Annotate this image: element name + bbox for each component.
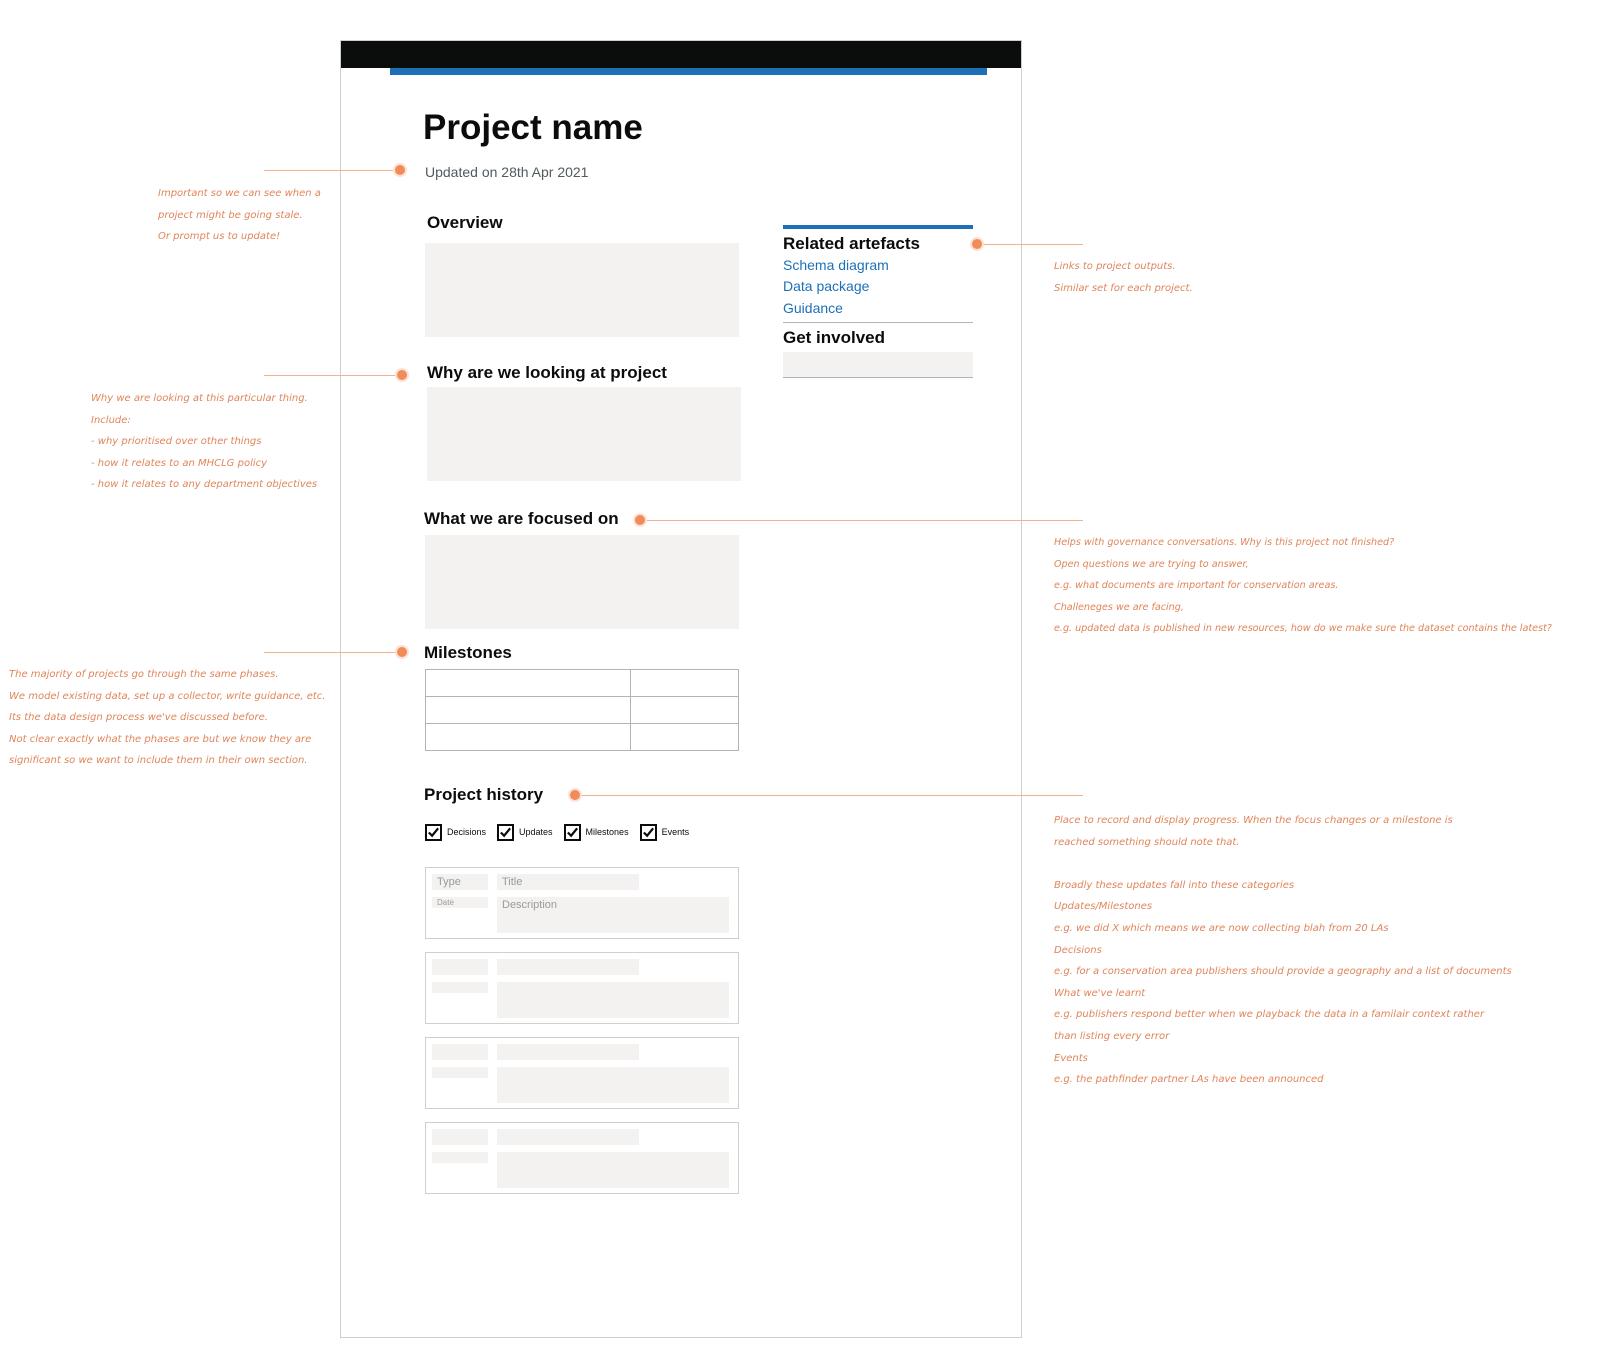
history-annotation — [1054, 810, 1512, 1091]
checkbox[interactable] — [640, 824, 657, 841]
note-line: Important so we can see when a — [158, 188, 321, 199]
note-line: e.g. updated data is published in new resources, how do we make sure the dataset contains the latest? — [1054, 623, 1552, 635]
note-line: reached something should note that. — [1054, 836, 1240, 848]
filter-events[interactable] — [640, 824, 690, 841]
note-line: What we've learnt — [1054, 987, 1146, 999]
note-line: Updates/Milestones — [1054, 901, 1153, 913]
milestones-heading: Milestones — [424, 643, 512, 662]
focus-placeholder — [425, 535, 739, 629]
note-line: e.g. we did X which means we are now collecting blah from 20 LAs — [1054, 922, 1389, 934]
checkbox[interactable] — [497, 824, 514, 841]
note-line: Decisions — [1054, 944, 1102, 956]
annotation-connector — [575, 795, 1083, 796]
type-placeholder — [432, 1044, 488, 1060]
site-header — [341, 41, 1021, 68]
get-involved-heading: Get involved — [783, 328, 886, 347]
annotation-marker — [635, 515, 645, 525]
type-placeholder — [432, 1129, 488, 1145]
title-placeholder — [497, 959, 639, 975]
table-row — [426, 724, 739, 751]
checkbox[interactable] — [425, 824, 442, 841]
note-line: Its the data design process we've discussed before. — [9, 712, 268, 724]
table-cell — [631, 670, 739, 697]
annotation-connector — [264, 652, 402, 653]
history-card[interactable] — [425, 952, 739, 1024]
history-filters — [425, 821, 700, 843]
note-line: significant so we want to include them in their own section. — [9, 755, 308, 767]
why-heading: Why are we looking at project — [427, 363, 667, 382]
filter-label: Updates — [519, 827, 553, 837]
table-cell — [631, 697, 739, 724]
date-placeholder — [432, 982, 488, 993]
title-placeholder: Title — [497, 874, 639, 890]
annotation-connector — [640, 520, 1083, 521]
note-line: Or prompt us to update! — [158, 231, 281, 243]
why-placeholder — [427, 387, 741, 481]
overview-heading: Overview — [427, 213, 503, 232]
title-placeholder — [497, 1044, 639, 1060]
divider — [783, 377, 973, 378]
description-placeholder: Description — [497, 897, 729, 933]
description-placeholder — [497, 982, 729, 1018]
table-row — [426, 697, 739, 724]
note-line: - why prioritised over other things — [91, 436, 262, 448]
note-line: e.g. for a conservation area publishers should provide a geography and a list of documents — [1054, 966, 1512, 978]
note-line: Why we are looking at this particular thing. — [91, 393, 308, 404]
note-line: Place to record and display progress. When the focus changes or a milestone is — [1054, 815, 1453, 826]
note-line: than listing every error — [1054, 1030, 1170, 1042]
history-card[interactable] — [425, 867, 739, 939]
history-heading: Project history — [424, 785, 544, 804]
annotation-connector — [264, 375, 402, 376]
annotation-marker — [397, 647, 407, 657]
milestones-annotation — [9, 664, 325, 772]
table-cell — [631, 724, 739, 751]
title-placeholder — [497, 1129, 639, 1145]
overview-placeholder — [425, 243, 739, 337]
filter-label: Events — [661, 827, 690, 837]
annotation-marker — [397, 370, 407, 380]
note-line: - how it relates to an MHCLG policy — [91, 457, 268, 469]
annotation-marker — [395, 165, 405, 175]
description-placeholder — [497, 1067, 729, 1103]
page-title: Project name — [423, 108, 643, 147]
checkbox[interactable] — [564, 824, 581, 841]
related-annotation — [1054, 256, 1193, 299]
header-accent-bar — [390, 68, 987, 75]
type-placeholder: Type — [432, 874, 488, 890]
link-schema-diagram[interactable]: Schema diagram — [783, 257, 889, 273]
annotation-marker — [972, 239, 982, 249]
focus-heading: What we are focused on — [424, 509, 619, 528]
filter-decisions[interactable] — [425, 824, 486, 841]
related-artefacts-heading: Related artefacts — [783, 234, 921, 253]
milestones-table — [425, 669, 739, 751]
note-line: - how it relates to any department objectives — [91, 479, 318, 491]
description-placeholder — [497, 1152, 729, 1188]
date-placeholder: Date — [432, 897, 488, 908]
aside-accent-bar — [783, 225, 973, 229]
get-involved-placeholder — [783, 352, 973, 377]
filter-label: Decisions — [447, 827, 487, 837]
filter-milestones[interactable] — [564, 824, 629, 841]
history-card[interactable] — [425, 1037, 739, 1109]
note-line: Challeneges we are facing, — [1054, 601, 1184, 613]
checkmark-icon — [642, 826, 655, 839]
filter-label: Milestones — [585, 827, 629, 837]
updated-annotation — [158, 183, 321, 248]
note-line: We model existing data, set up a collector, write guidance, etc. — [9, 690, 326, 702]
link-guidance[interactable]: Guidance — [783, 300, 843, 316]
annotation-marker — [570, 790, 580, 800]
note-line: Broadly these updates fall into these categories — [1054, 879, 1295, 891]
date-placeholder — [432, 1152, 488, 1163]
note-line — [1054, 853, 1512, 875]
note-line: Open questions we are trying to answer, — [1054, 558, 1249, 570]
note-line: e.g. what documents are important for conservation areas. — [1054, 580, 1339, 592]
note-line: e.g. publishers respond better when we playback the data in a familair context rather — [1054, 1009, 1485, 1021]
note-line: Similar set for each project. — [1054, 282, 1193, 294]
note-line: The majority of projects go through the same phases. — [9, 669, 279, 680]
table-row — [426, 670, 739, 697]
filter-updates[interactable] — [497, 824, 553, 841]
type-placeholder — [432, 959, 488, 975]
checkmark-icon — [566, 826, 579, 839]
checkmark-icon — [499, 826, 512, 839]
note-line: Include: — [91, 414, 131, 426]
link-data-package[interactable]: Data package — [783, 278, 870, 294]
annotation-connector — [264, 170, 400, 171]
note-line: Events — [1054, 1052, 1088, 1064]
note-line: project might be going stale. — [158, 209, 303, 221]
date-placeholder — [432, 1067, 488, 1078]
table-cell — [426, 697, 631, 724]
note-line: Links to project outputs. — [1054, 261, 1176, 272]
table-cell — [426, 670, 631, 697]
note-line: e.g. the pathfinder partner LAs have been announced — [1054, 1074, 1324, 1086]
annotation-connector — [977, 244, 1083, 245]
focus-annotation — [1054, 532, 1552, 640]
updated-date: Updated on 28th Apr 2021 — [425, 164, 589, 180]
note-line: Not clear exactly what the phases are but we know they are — [9, 733, 312, 745]
divider — [783, 322, 973, 323]
note-line: Helps with governance conversations. Why is this project not finished? — [1054, 537, 1395, 548]
table-cell — [426, 724, 631, 751]
why-annotation — [91, 388, 317, 496]
checkmark-icon — [427, 826, 440, 839]
project-page — [340, 40, 1022, 1338]
history-card[interactable] — [425, 1122, 739, 1194]
